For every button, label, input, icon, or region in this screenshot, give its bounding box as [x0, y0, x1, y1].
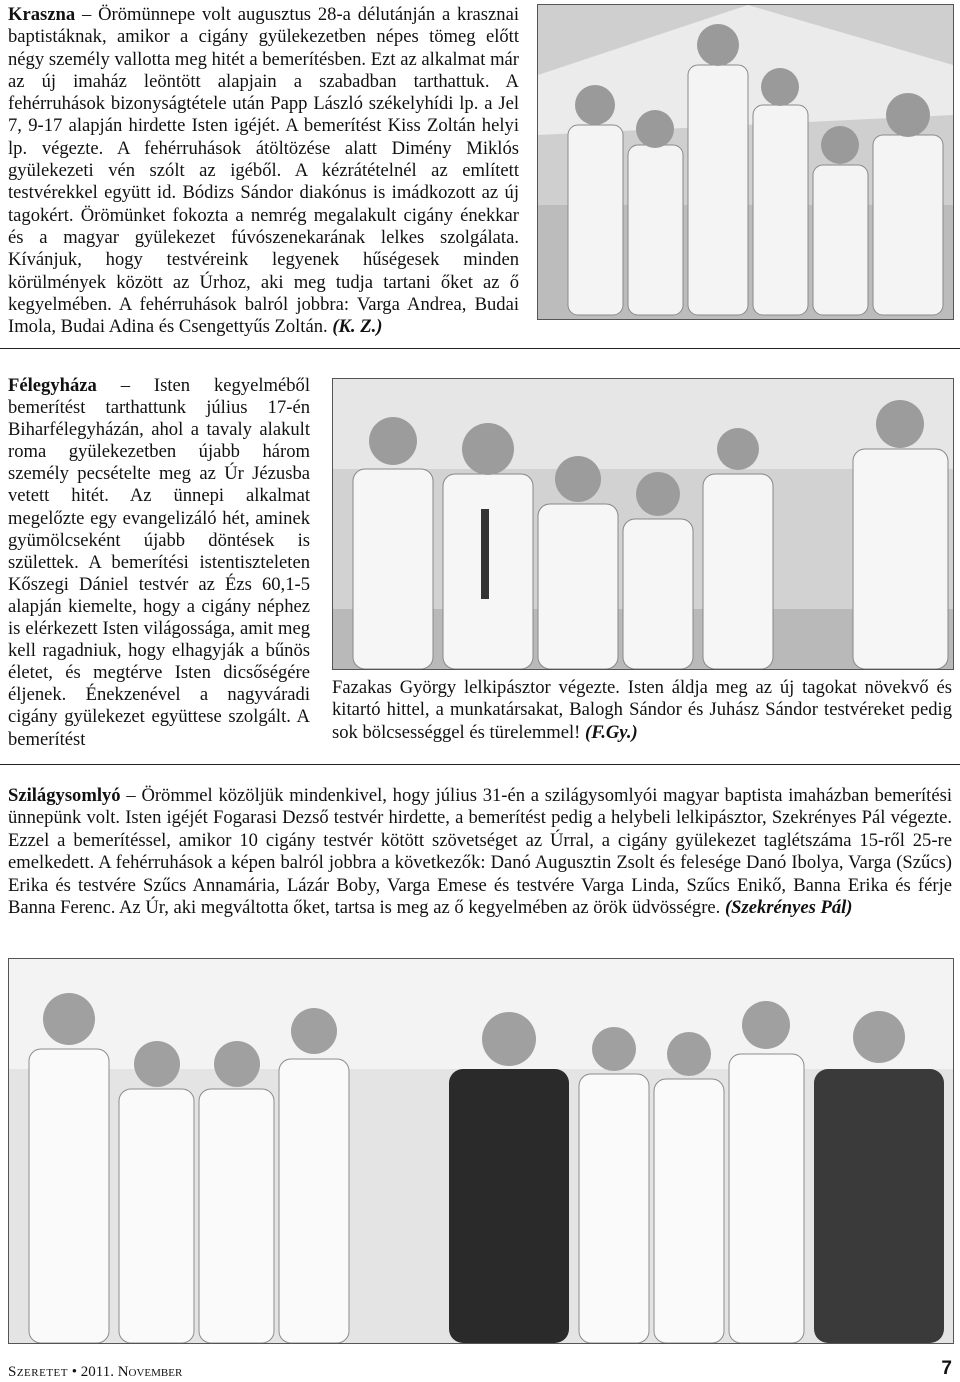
- szilagysomlyo-credit: (Szekrényes Pál): [724, 897, 853, 919]
- felegyhaza-continuation: [332, 677, 952, 744]
- footer-bullet: •: [71, 1364, 78, 1380]
- felegyhaza-credit: (F.Gy.): [585, 721, 638, 743]
- section-divider-2: [0, 764, 960, 765]
- magazine-name: Szeretet: [8, 1364, 68, 1380]
- kraszna-body: Örömünnepe volt augusztus 28-a délutánján a krasznai baptistáknak, amikor a cigány gyülekezetben népes tömeg előtt négy személy vallotta meg hitét a bemerítésben. Ezt az alkalmat már az új imaház leöntött alapjain a szabadban tarthattuk. A fehérruhások bizonyságtétele után Papp László székelyhídi lp. a Jel 7, 9-17 alapján hirdette Isten igéjét. A bemerítést Kiss Zoltán helyi lp. végezte. A fehérruhások átöltözése alatt Dimény Miklós gyülekezeti vén szólt az igéből. A kézrátételnél az említett testvérekkel együtt id. Bódizs Sándor diakónus is imádkozott az új tagokért. Örömünket fokozta a nemrég megalakult cigány énekkar és a magyar gyülekezet fúvószenekarának lelkes szolgálata. Kívánjuk, hogy testvéreink legyenek hűségesek minden körülmények között az Úrhoz, aki meg tudja tartani őket az ő kegyelmében. A fehérruhások balról jobbra: Varga Andrea, Budai Imola, Budai Adina és Csengettyűs Zoltán.: [8, 4, 519, 338]
- page-footer: [8, 1358, 952, 1381]
- felegyhaza-place-name: Félegyháza: [8, 375, 97, 396]
- kraszna-place-name: Kraszna: [8, 4, 76, 25]
- szilagysomlyo-body: Örömmel közöljük mindenkivel, hogy július 31-én a szilágysomlyói magyar baptista imaházban bemerítési ünnepünk volt. Isten igéjét Fogarasi Dezső testvér hirdette, a bemerítést pedig a helybeli lelkipásztor, Szekrényes Pál végezte. Ezzel a bemerítéssel, amikor 10 cigány testvér kötött szövetséget az Úrral, a cigány gyülekezet taglétszáma 15-ről 25-re emelkedett. A fehérruhások a képen balról jobbra a következők: Danó Augusztin Zsolt és felesége Danó Ibolya, Varga (Szűcs) Erika és testvére Szűcs Annamária, Lázár Boby, Varga Emese és testvére Varga Linda, Szűcs Enikő, Banna Erika és férje Banna Ferenc. Az Úr, aki megváltotta őket, tartsa is meg az ő kegyelmében az örök üdvösségre.: [8, 785, 952, 919]
- szilagysomlyo-place-name: Szilágysomlyó: [8, 785, 121, 806]
- szilagysomlyo-photo-illustration: [9, 959, 953, 1343]
- issue-date: 2011. November: [80, 1364, 183, 1380]
- szilagysomlyo-group-photo: [8, 958, 954, 1344]
- felegyhaza-body: Isten kegyelméből bemerítést tarthattunk július 17-én Biharfélegyházán, ahol a tavaly alakult roma gyülekezetben újabb három személy pecsételte meg az Úr Jézusba vetett hitét. Az ünnepi alkalmat megelőzte egy evangelizáló hét, aminek gyümölcseként újabb döntések is születtek. A bemerítési istentiszteleten Kőszegi Dániel testvér az Ézs 60,1-5 alapján kiemelte, hogy a cigány néphez is elérkezett Isten világossága, amit meg kell ragadniuk, hogy elhagyják a bűnös életet, és megtérve Isten dicsőségére éljenek. Énekzenével a nagyváradi cigány gyülekezet együttese szolgált. A bemerítést: [8, 375, 310, 750]
- szilagysomlyo-article: Szilágysomlyó – Örömmel közöljük mindenkivel, hogy július 31-én a szilágysomlyói magyar baptista imaházban bemerítési ünnepünk volt. Isten igéjét Fogarasi Dezső testvér hirdette, a bemerítést pedig a helybeli lelkipásztor, Szekrényes Pál végezte. Ezzel a bemerítéssel, amikor 10 cigány testvér kötött szövetséget az Úrral, a cigány gyülekezet taglétszáma 15-ről 25-re emelkedett. A fehérruhások a képen balról jobbra a következők: Danó Augusztin Zsolt és felesége Danó Ibolya, Varga (Szűcs) Erika és testvére Szűcs Annamária, Lázár Boby, Varga Emese és testvére Varga Linda, Szűcs Enikő, Banna Erika és férje Banna Ferenc. Az Úr, aki megváltotta őket, tartsa is meg az ő kegyelmében az örök üdvösségre. (Szekrényes Pál): [8, 785, 952, 919]
- felegyhaza-article: Félegyháza – Isten kegyelméből bemerítést tarthattunk július 17-én Biharfélegyházán, ahol a tavaly alakult roma gyülekezetben újabb három személy pecsételte meg az Úr Jézusba vetett hitét. Az ünnepi alkalmat megelőzte egy evangelizáló hét, aminek gyümölcseként újabb döntések is születtek. A bemerítési istentiszteleten Kőszegi Dániel testvér az Ézs 60,1-5 alapján kiemelte, hogy a cigány néphez is elérkezett Isten világossága, amit meg kell ragadniuk, hogy elhagyják a bűnös életet, és megtérve Isten dicsőségére éljenek. Énekzenével a nagyváradi cigány gyülekezet együttese szolgált. A bemerítést: [8, 375, 310, 750]
- felegyhaza-group-photo: [332, 378, 954, 670]
- section-divider-1: [0, 348, 960, 349]
- page-number: 7: [941, 1358, 952, 1379]
- kraszna-credit: (K. Z.): [332, 316, 383, 338]
- kraszna-photo-illustration: [538, 5, 953, 319]
- kraszna-group-photo: [537, 4, 954, 320]
- felegyhaza-continuation-text: Fazakas György lelkipásztor végezte. Isten áldja meg az új tagokat növekvő és kitartó hittel, a munkatársakat, Balogh Sándor és Juhász Sándor testvéreket pedig sok bölcsességgel és türelemmel!: [332, 677, 952, 743]
- felegyhaza-photo-illustration: [333, 379, 953, 669]
- kraszna-article: Kraszna – Örömünnepe volt augusztus 28-a délutánján a krasznai baptistáknak, amikor a cigány gyülekezetben népes tömeg előtt négy személy vallotta meg hitét a bemerítésben. Ezt az alkalmat már az új imaház leöntött alapjain a szabadban tarthattuk. A fehérruhások bizonyságtétele után Papp László székelyhídi lp. a Jel 7, 9-17 alapján hirdette Isten igéjét. A bemerítést Kiss Zoltán helyi lp. végezte. A fehérruhások átöltözése alatt Dimény Miklós gyülekezeti vén szólt az igéből. A kézrátételnél az említett testvérekkel együtt id. Bódizs Sándor diakónus is imádkozott az új tagokért. Örömünket fokozta a nemrég megalakult cigány énekkar és a magyar gyülekezet fúvószenekarának lelkes szolgálata. Kívánjuk, hogy testvéreink legyenek hűségesek minden körülmények között az Úrhoz, aki meg tudja tartani őket az ő kegyelmében. A fehérruhások balról jobbra: Varga Andrea, Budai Imola, Budai Adina és Csengettyűs Zoltán. (K. Z.): [8, 4, 519, 338]
